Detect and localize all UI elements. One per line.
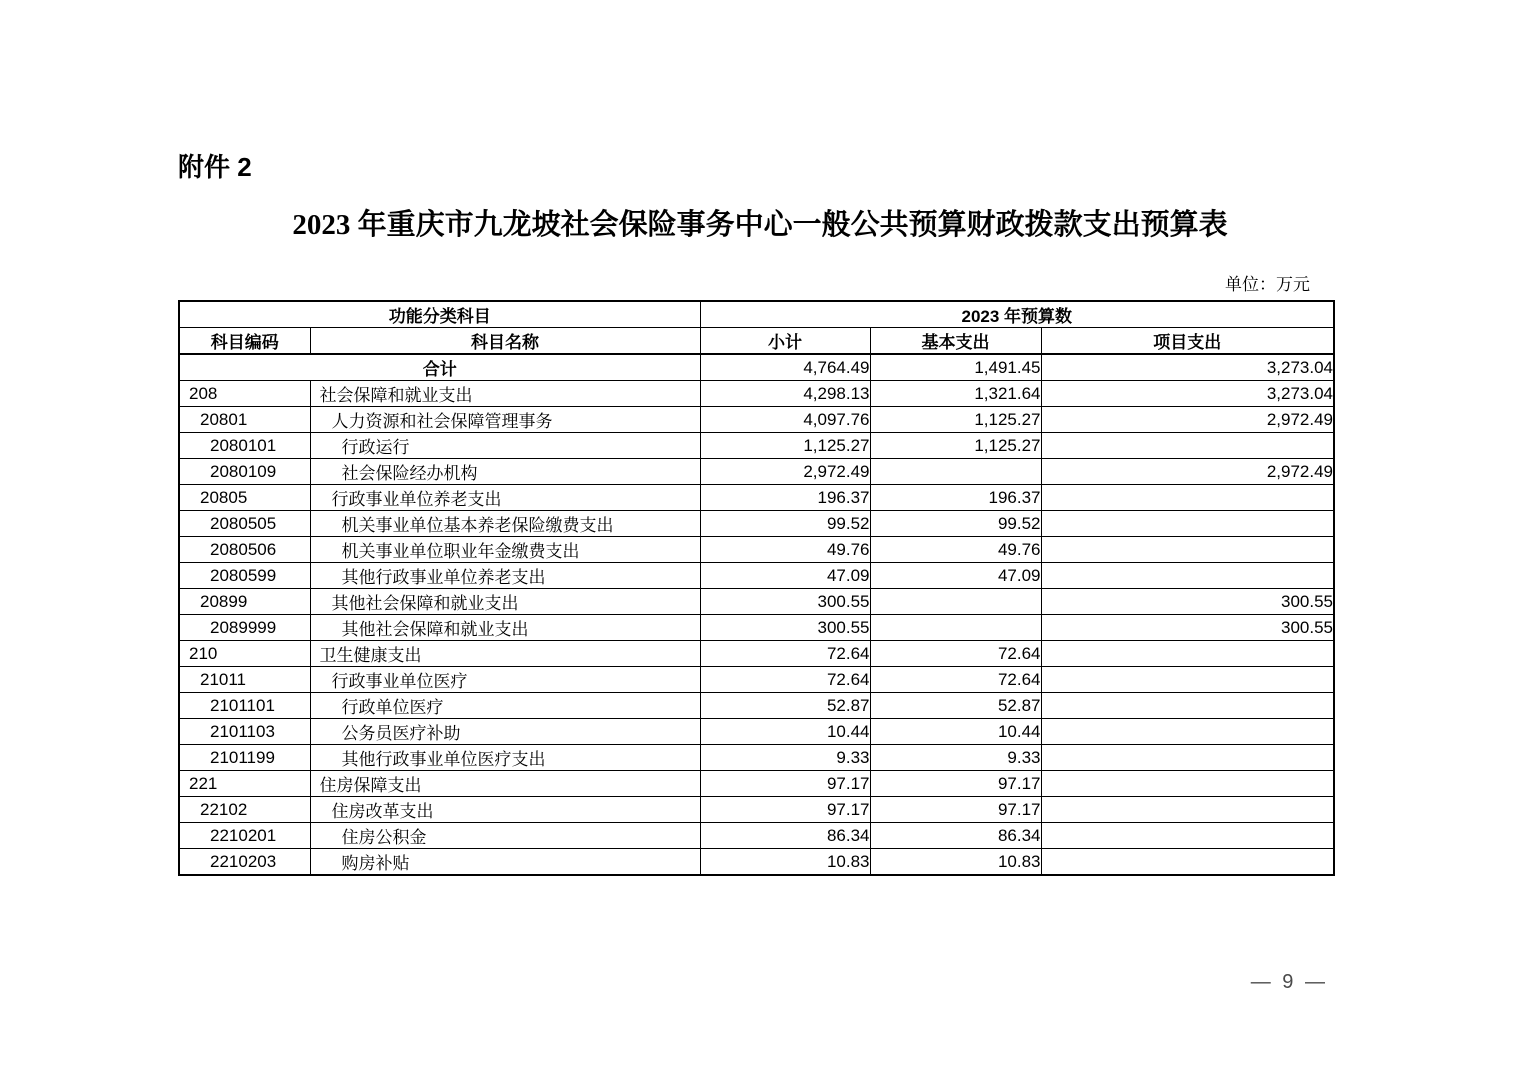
- project-expense-cell: [1041, 537, 1334, 563]
- table-row: [179, 797, 1334, 823]
- subject-code-cell: 208: [179, 381, 310, 407]
- project-expense-cell: [1041, 433, 1334, 459]
- basic-expense-cell: [870, 615, 1041, 641]
- project-expense-cell: [1041, 823, 1334, 849]
- subject-code-cell: 2080109: [179, 459, 310, 485]
- subtotal-cell: 10.83: [700, 849, 870, 876]
- table-row: [179, 563, 1334, 589]
- project-expense-cell: [1041, 667, 1334, 693]
- project-expense-cell: [1041, 511, 1334, 537]
- table-row: [179, 589, 1334, 615]
- subject-code-cell: 2101199: [179, 745, 310, 771]
- table-row: [179, 459, 1334, 485]
- subtotal-cell: 97.17: [700, 797, 870, 823]
- subtotal-cell: 97.17: [700, 771, 870, 797]
- subject-code-cell: 20899: [179, 589, 310, 615]
- table-row: [179, 615, 1334, 641]
- subtotal-cell: 47.09: [700, 563, 870, 589]
- subject-name-cell: 机关事业单位基本养老保险缴费支出: [310, 511, 700, 537]
- total-subtotal: 4,764.49: [700, 354, 870, 381]
- subject-name-cell: 行政单位医疗: [310, 693, 700, 719]
- header-basic-expense: 基本支出: [870, 328, 1041, 355]
- header-subject-name: 科目名称: [310, 328, 700, 355]
- subject-name-cell: 行政运行: [310, 433, 700, 459]
- budget-table: [178, 300, 1335, 876]
- subject-code-cell: 221: [179, 771, 310, 797]
- page-title: 2023 年重庆市九龙坡社会保险事务中心一般公共预算财政拨款支出预算表: [292, 209, 1228, 241]
- header-subtotal: 小计: [700, 328, 870, 355]
- subject-name-cell: 其他行政事业单位医疗支出: [310, 745, 700, 771]
- subject-code-cell: 2210201: [179, 823, 310, 849]
- table-row: [179, 485, 1334, 511]
- basic-expense-cell: 97.17: [870, 771, 1041, 797]
- subject-name-cell: 公务员医疗补助: [310, 719, 700, 745]
- subtotal-cell: 86.34: [700, 823, 870, 849]
- project-expense-cell: [1041, 693, 1334, 719]
- subject-name-cell: 人力资源和社会保障管理事务: [310, 407, 700, 433]
- basic-expense-cell: 47.09: [870, 563, 1041, 589]
- subtotal-cell: 1,125.27: [700, 433, 870, 459]
- table-row: [179, 641, 1334, 667]
- basic-expense-cell: 52.87: [870, 693, 1041, 719]
- subject-code-cell: 2080599: [179, 563, 310, 589]
- subject-name-cell: 卫生健康支出: [310, 641, 700, 667]
- header-project-expense: 项目支出: [1041, 328, 1334, 355]
- subtotal-cell: 72.64: [700, 667, 870, 693]
- project-expense-cell: 2,972.49: [1041, 459, 1334, 485]
- subject-code-cell: 2210203: [179, 849, 310, 876]
- subtotal-cell: 10.44: [700, 719, 870, 745]
- subtotal-cell: 49.76: [700, 537, 870, 563]
- project-expense-cell: [1041, 719, 1334, 745]
- table-group-header-row: [179, 301, 1334, 328]
- basic-expense-cell: 1,321.64: [870, 381, 1041, 407]
- project-expense-cell: [1041, 745, 1334, 771]
- subtotal-cell: 2,972.49: [700, 459, 870, 485]
- total-row: [179, 354, 1334, 381]
- basic-expense-cell: 72.64: [870, 667, 1041, 693]
- basic-expense-cell: 9.33: [870, 745, 1041, 771]
- subject-code-cell: 20805: [179, 485, 310, 511]
- table-row: [179, 771, 1334, 797]
- total-label: 合计: [179, 354, 700, 381]
- subject-name-cell: 行政事业单位养老支出: [310, 485, 700, 511]
- project-expense-cell: [1041, 797, 1334, 823]
- project-expense-cell: [1041, 485, 1334, 511]
- project-expense-cell: 300.55: [1041, 589, 1334, 615]
- subtotal-cell: 4,097.76: [700, 407, 870, 433]
- header-budget-2023: 2023 年预算数: [700, 301, 1334, 328]
- subject-name-cell: 机关事业单位职业年金缴费支出: [310, 537, 700, 563]
- subtotal-cell: 4,298.13: [700, 381, 870, 407]
- basic-expense-cell: [870, 459, 1041, 485]
- subtotal-cell: 300.55: [700, 615, 870, 641]
- basic-expense-cell: 196.37: [870, 485, 1041, 511]
- table-row: [179, 433, 1334, 459]
- project-expense-cell: [1041, 563, 1334, 589]
- subject-name-cell: 其他行政事业单位养老支出: [310, 563, 700, 589]
- subject-name-cell: 住房保障支出: [310, 771, 700, 797]
- subject-code-cell: 2080101: [179, 433, 310, 459]
- table-row: [179, 719, 1334, 745]
- subject-name-cell: 社会保障和就业支出: [310, 381, 700, 407]
- subtotal-cell: 72.64: [700, 641, 870, 667]
- subject-code-cell: 2101103: [179, 719, 310, 745]
- basic-expense-cell: 99.52: [870, 511, 1041, 537]
- subtotal-cell: 196.37: [700, 485, 870, 511]
- basic-expense-cell: 49.76: [870, 537, 1041, 563]
- project-expense-cell: [1041, 849, 1334, 876]
- table-row: [179, 849, 1334, 876]
- header-function-category: 功能分类科目: [179, 301, 700, 328]
- attachment-label: 附件 2: [178, 152, 252, 182]
- project-expense-cell: [1041, 771, 1334, 797]
- subject-code-cell: 2101101: [179, 693, 310, 719]
- total-basic-expense: 1,491.45: [870, 354, 1041, 381]
- table-row: [179, 693, 1334, 719]
- basic-expense-cell: 1,125.27: [870, 407, 1041, 433]
- subtotal-cell: 9.33: [700, 745, 870, 771]
- project-expense-cell: 300.55: [1041, 615, 1334, 641]
- basic-expense-cell: 72.64: [870, 641, 1041, 667]
- basic-expense-cell: 1,125.27: [870, 433, 1041, 459]
- subtotal-cell: 300.55: [700, 589, 870, 615]
- table-row: [179, 745, 1334, 771]
- subject-name-cell: 购房补贴: [310, 849, 700, 876]
- subject-code-cell: 2089999: [179, 615, 310, 641]
- subtotal-cell: 99.52: [700, 511, 870, 537]
- table-row: [179, 537, 1334, 563]
- subject-name-cell: 住房改革支出: [310, 797, 700, 823]
- basic-expense-cell: [870, 589, 1041, 615]
- subject-name-cell: 行政事业单位医疗: [310, 667, 700, 693]
- subject-code-cell: 20801: [179, 407, 310, 433]
- page-number: — 9 —: [1250, 971, 1328, 993]
- table-row: [179, 381, 1334, 407]
- subject-name-cell: 住房公积金: [310, 823, 700, 849]
- project-expense-cell: 3,273.04: [1041, 381, 1334, 407]
- basic-expense-cell: 97.17: [870, 797, 1041, 823]
- subject-code-cell: 22102: [179, 797, 310, 823]
- header-subject-code: 科目编码: [179, 328, 310, 355]
- table-column-header-row: [179, 328, 1334, 355]
- table-row: [179, 511, 1334, 537]
- unit-note: 单位：万元: [1225, 275, 1310, 294]
- basic-expense-cell: 10.44: [870, 719, 1041, 745]
- subject-code-cell: 2080506: [179, 537, 310, 563]
- project-expense-cell: 2,972.49: [1041, 407, 1334, 433]
- subject-code-cell: 2080505: [179, 511, 310, 537]
- subject-code-cell: 21011: [179, 667, 310, 693]
- table-row: [179, 667, 1334, 693]
- subject-name-cell: 其他社会保障和就业支出: [310, 589, 700, 615]
- subject-code-cell: 210: [179, 641, 310, 667]
- basic-expense-cell: 10.83: [870, 849, 1041, 876]
- subject-name-cell: 其他社会保障和就业支出: [310, 615, 700, 641]
- table-row: [179, 823, 1334, 849]
- table-row: [179, 407, 1334, 433]
- project-expense-cell: [1041, 641, 1334, 667]
- subject-name-cell: 社会保险经办机构: [310, 459, 700, 485]
- total-project-expense: 3,273.04: [1041, 354, 1334, 381]
- subtotal-cell: 52.87: [700, 693, 870, 719]
- basic-expense-cell: 86.34: [870, 823, 1041, 849]
